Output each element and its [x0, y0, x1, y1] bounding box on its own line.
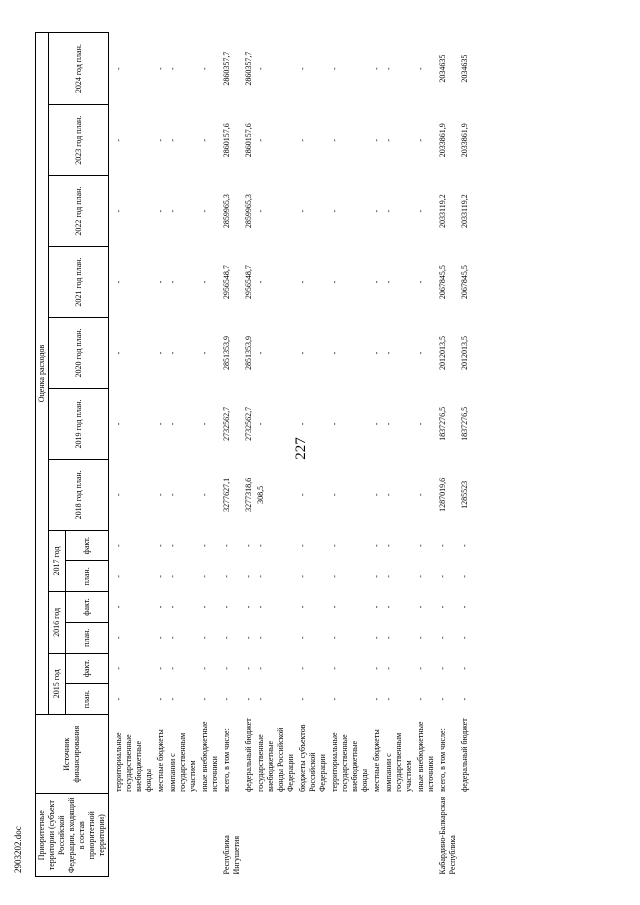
value-cell: -	[372, 351, 381, 355]
source-cell: территориальные государственные внебюджетные фонды	[330, 732, 369, 792]
value-cell: -	[372, 422, 381, 426]
value-cell: -	[156, 209, 165, 213]
value-cell: -	[168, 493, 177, 497]
value-cell: -	[384, 209, 393, 213]
value-cell: -	[256, 544, 265, 547]
value-cell: 2034635	[460, 54, 469, 83]
value-cell: -	[372, 605, 381, 609]
value-cell: 1837276,5	[460, 406, 469, 441]
value-cell: 3277627,1	[222, 477, 231, 512]
value-cell: -	[384, 67, 393, 70]
value-cell: -	[460, 544, 469, 547]
table-row	[155, 33, 167, 877]
value-cell: -	[156, 544, 165, 547]
header-year-2023: 2023 год план.	[49, 105, 109, 176]
territory-cell	[415, 794, 437, 877]
value-cell: -	[244, 575, 253, 578]
value-cell: -	[416, 544, 425, 547]
table-row	[255, 33, 297, 877]
value-cell: 2860357,7	[222, 51, 231, 86]
source-cell: местные бюджеты	[156, 729, 165, 792]
value-cell: -	[156, 422, 165, 426]
value-cell: -	[256, 667, 265, 670]
value-cell: -	[256, 605, 265, 609]
value-cell: -	[416, 351, 425, 355]
territory-cell	[459, 794, 471, 877]
value-cell: -	[114, 280, 123, 284]
table-body	[109, 33, 472, 877]
value-cell: -	[330, 209, 339, 213]
header-year-2018: 2018 год план.	[49, 459, 109, 530]
table-row	[329, 33, 371, 877]
value-cell: -	[460, 575, 469, 578]
page-number: 227	[292, 437, 309, 460]
value-cell: -	[114, 697, 123, 701]
value-cell: 2033861,9	[460, 123, 469, 158]
header-2016-plan: план.	[66, 622, 109, 653]
value-cell: -	[438, 667, 447, 670]
value-cell: -	[384, 351, 393, 355]
value-cell: -	[384, 544, 393, 547]
value-cell: -	[114, 493, 123, 497]
territory-cell	[329, 794, 371, 877]
value-cell: -	[114, 67, 123, 70]
value-cell: -	[114, 605, 123, 609]
header-2015-fact: факт.	[66, 653, 109, 684]
value-cell: -	[416, 636, 425, 640]
value-cell: 2851353,9	[244, 336, 253, 370]
value-cell: -	[416, 138, 425, 142]
value-cell: -	[200, 422, 209, 426]
value-cell: -	[298, 493, 307, 497]
value-cell: -	[330, 422, 339, 426]
value-cell: -	[416, 575, 425, 578]
value-cell: -	[438, 697, 447, 701]
value-cell: -	[200, 697, 209, 701]
territory-cell: Кабардино-Балкарская Республика	[438, 796, 457, 875]
value-cell: -	[168, 138, 177, 142]
table-row	[167, 33, 199, 877]
value-cell: -	[384, 493, 393, 497]
value-cell: -	[156, 697, 165, 701]
header-year-2015: 2015 год	[49, 653, 66, 714]
header-source: Источник финансирования	[36, 715, 109, 794]
table-row	[415, 33, 437, 877]
value-cell: -	[460, 605, 469, 609]
value-cell: -	[330, 667, 339, 670]
value-cell: -	[168, 351, 177, 355]
value-cell: -	[330, 138, 339, 142]
value-cell: -	[200, 138, 209, 142]
value-cell: -	[222, 605, 231, 609]
value-cell: -	[200, 575, 209, 578]
value-cell: -	[168, 422, 177, 426]
expense-estimate-table	[35, 32, 471, 877]
territory-cell	[255, 794, 297, 877]
value-cell: -	[200, 667, 209, 670]
territory-cell	[371, 794, 383, 877]
source-cell: иные внебюджетные источники	[416, 721, 435, 792]
value-cell: -	[460, 636, 469, 640]
value-cell: -	[200, 280, 209, 284]
value-cell: -	[114, 636, 123, 640]
header-year-2019: 2019 год план.	[49, 388, 109, 459]
header-2017-fact: факт.	[66, 530, 109, 561]
value-cell: 2956548,7	[244, 265, 253, 300]
source-cell: всего, в том числе:	[438, 728, 447, 792]
territory-cell	[199, 794, 221, 877]
value-cell: -	[438, 544, 447, 547]
source-cell: федеральный бюджет	[244, 718, 253, 792]
value-cell: 2732562,7	[244, 406, 253, 441]
table-row	[383, 33, 415, 877]
value-cell: -	[416, 209, 425, 213]
value-cell: -	[416, 280, 425, 284]
value-cell: -	[168, 667, 177, 670]
value-cell: -	[416, 422, 425, 426]
value-cell: 308,5	[256, 485, 265, 504]
value-cell: 2067845,5	[438, 265, 447, 300]
value-cell: 2859965,3	[222, 194, 231, 229]
value-cell: -	[222, 575, 231, 578]
value-cell: -	[168, 67, 177, 70]
value-cell: 2034635	[438, 54, 447, 83]
value-cell: -	[298, 280, 307, 284]
value-cell: -	[384, 667, 393, 670]
value-cell: -	[200, 544, 209, 547]
header-territory: Приоритетные территории (субъект Российской Федерации, входящий в состав приоритетной территории)	[36, 794, 109, 877]
table-row	[371, 33, 383, 877]
value-cell: 2012013,5	[460, 336, 469, 370]
value-cell: -	[244, 544, 253, 547]
value-cell: 2033861,9	[438, 123, 447, 158]
value-cell: 2033119,2	[460, 194, 469, 228]
header-2017-plan: план.	[66, 561, 109, 592]
value-cell: -	[298, 351, 307, 355]
value-cell: 2732562,7	[222, 406, 231, 441]
value-cell: -	[244, 667, 253, 670]
value-cell: -	[384, 422, 393, 426]
territory-cell	[243, 794, 255, 877]
value-cell: -	[114, 209, 123, 213]
value-cell: -	[438, 575, 447, 578]
value-cell: -	[330, 280, 339, 284]
source-cell: местные бюджеты	[372, 729, 381, 792]
value-cell: -	[200, 351, 209, 355]
table-row	[243, 33, 255, 877]
value-cell: 2067845,5	[460, 265, 469, 300]
value-cell: 2859965,3	[244, 194, 253, 229]
territory-cell	[383, 794, 415, 877]
value-cell: -	[298, 667, 307, 670]
source-cell: всего, в том числе:	[222, 728, 231, 792]
value-cell: -	[416, 605, 425, 609]
value-cell: -	[168, 209, 177, 213]
value-cell: -	[298, 209, 307, 213]
value-cell: -	[156, 280, 165, 284]
source-cell: федеральный бюджет	[460, 718, 469, 792]
value-cell: -	[330, 351, 339, 355]
value-cell: 3277318,6	[244, 477, 253, 512]
value-cell: -	[256, 575, 265, 578]
source-cell: компании с государственным участием	[384, 732, 413, 792]
value-cell: -	[256, 636, 265, 640]
value-cell: -	[298, 575, 307, 578]
value-cell: -	[222, 636, 231, 640]
value-cell: -	[244, 697, 253, 701]
table-row	[437, 33, 459, 877]
value-cell: -	[200, 636, 209, 640]
value-cell: 2860157,6	[244, 123, 253, 158]
value-cell: -	[384, 697, 393, 701]
value-cell: -	[372, 209, 381, 213]
value-cell: -	[156, 493, 165, 497]
value-cell: -	[156, 667, 165, 670]
value-cell: -	[298, 636, 307, 640]
territory-cell	[113, 794, 155, 877]
value-cell: -	[372, 636, 381, 640]
value-cell: -	[384, 605, 393, 609]
value-cell: -	[372, 493, 381, 497]
value-cell: -	[298, 697, 307, 701]
value-cell: -	[168, 605, 177, 609]
header-year-2021: 2021 год план.	[49, 247, 109, 318]
value-cell: -	[222, 697, 231, 701]
value-cell: -	[200, 209, 209, 213]
table-row	[459, 33, 471, 877]
value-cell: -	[156, 605, 165, 609]
value-cell: -	[330, 636, 339, 640]
source-cell: иные внебюджетные источники	[200, 721, 219, 792]
source-cell: государственные внебюджетные фонды Российской Федерации	[256, 727, 295, 792]
value-cell: 2956548,7	[222, 265, 231, 300]
header-2015-plan: план.	[66, 684, 109, 715]
value-cell: -	[114, 138, 123, 142]
value-cell: -	[168, 544, 177, 547]
value-cell: 1287019,6	[438, 477, 447, 512]
value-cell: -	[330, 605, 339, 609]
value-cell: -	[168, 636, 177, 640]
value-cell: -	[156, 67, 165, 70]
territory-cell: Республика Ингушетия	[222, 835, 241, 875]
value-cell: -	[168, 697, 177, 701]
value-cell: -	[330, 544, 339, 547]
source-cell: территориальные государственные внебюджетные фонды	[114, 732, 153, 792]
source-cell: компании с государственным участием	[168, 732, 197, 792]
value-cell: -	[256, 67, 265, 70]
value-cell: -	[416, 493, 425, 497]
value-cell: 2033119,2	[438, 194, 447, 228]
header-year-2020: 2020 год план.	[49, 318, 109, 389]
value-cell: -	[114, 422, 123, 426]
territory-cell	[155, 794, 167, 877]
value-cell: -	[460, 667, 469, 670]
value-cell: -	[156, 138, 165, 142]
value-cell: -	[384, 280, 393, 284]
value-cell: 2860157,6	[222, 123, 231, 158]
value-cell: -	[438, 605, 447, 609]
table-row	[297, 33, 329, 877]
header-year-2022: 2022 год план.	[49, 176, 109, 247]
value-cell: -	[372, 575, 381, 578]
value-cell: -	[256, 697, 265, 701]
value-cell: -	[372, 67, 381, 70]
value-cell: -	[416, 697, 425, 701]
value-cell: -	[114, 667, 123, 670]
value-cell: -	[330, 697, 339, 701]
value-cell: -	[384, 138, 393, 142]
table-row	[221, 33, 243, 877]
value-cell: -	[256, 280, 265, 284]
value-cell: -	[330, 575, 339, 578]
source-cell: бюджеты субъектов Российской Федерации	[298, 724, 327, 792]
value-cell: -	[156, 636, 165, 640]
value-cell: -	[416, 67, 425, 70]
value-cell: -	[372, 544, 381, 547]
header-estimate: Оценка расходов	[36, 33, 49, 715]
territory-cell	[167, 794, 199, 877]
value-cell: -	[298, 138, 307, 142]
value-cell: 1285523	[460, 480, 469, 509]
value-cell: -	[200, 493, 209, 497]
table-row	[113, 33, 155, 877]
value-cell: -	[114, 544, 123, 547]
rotated-table-container	[35, 32, 595, 877]
header-year-2016: 2016 год	[49, 592, 66, 653]
header-2016-fact: факт.	[66, 592, 109, 623]
header-year-2024: 2024 год план.	[49, 33, 109, 105]
value-cell: 2851353,9	[222, 336, 231, 370]
value-cell: -	[384, 575, 393, 578]
footer-doc-code: 2903202.doc	[13, 826, 23, 873]
value-cell: -	[330, 493, 339, 497]
value-cell: -	[168, 280, 177, 284]
table-row	[199, 33, 221, 877]
value-cell: -	[244, 605, 253, 609]
value-cell: -	[256, 138, 265, 142]
value-cell: -	[200, 67, 209, 70]
value-cell: -	[244, 636, 253, 640]
value-cell: 2012013,5	[438, 336, 447, 370]
value-cell: -	[156, 575, 165, 578]
value-cell: 2860357,7	[244, 51, 253, 86]
value-cell: -	[114, 351, 123, 355]
value-cell: -	[298, 605, 307, 609]
value-cell: -	[256, 422, 265, 426]
header-year-2017: 2017 год	[49, 530, 66, 591]
value-cell: -	[156, 351, 165, 355]
value-cell: -	[298, 67, 307, 70]
value-cell: -	[256, 209, 265, 213]
value-cell: -	[298, 422, 307, 426]
value-cell: -	[222, 544, 231, 547]
value-cell: -	[372, 138, 381, 142]
value-cell: -	[298, 544, 307, 547]
value-cell: -	[168, 575, 177, 578]
value-cell: -	[384, 636, 393, 640]
value-cell: -	[372, 280, 381, 284]
value-cell: -	[372, 697, 381, 701]
value-cell: -	[114, 575, 123, 578]
value-cell: -	[416, 667, 425, 670]
value-cell: -	[372, 667, 381, 670]
value-cell: -	[330, 67, 339, 70]
value-cell: -	[256, 351, 265, 355]
value-cell: -	[438, 636, 447, 640]
territory-cell	[297, 794, 329, 877]
value-cell: -	[200, 605, 209, 609]
value-cell: 1837276,5	[438, 406, 447, 441]
value-cell: -	[460, 697, 469, 701]
value-cell: -	[222, 667, 231, 670]
